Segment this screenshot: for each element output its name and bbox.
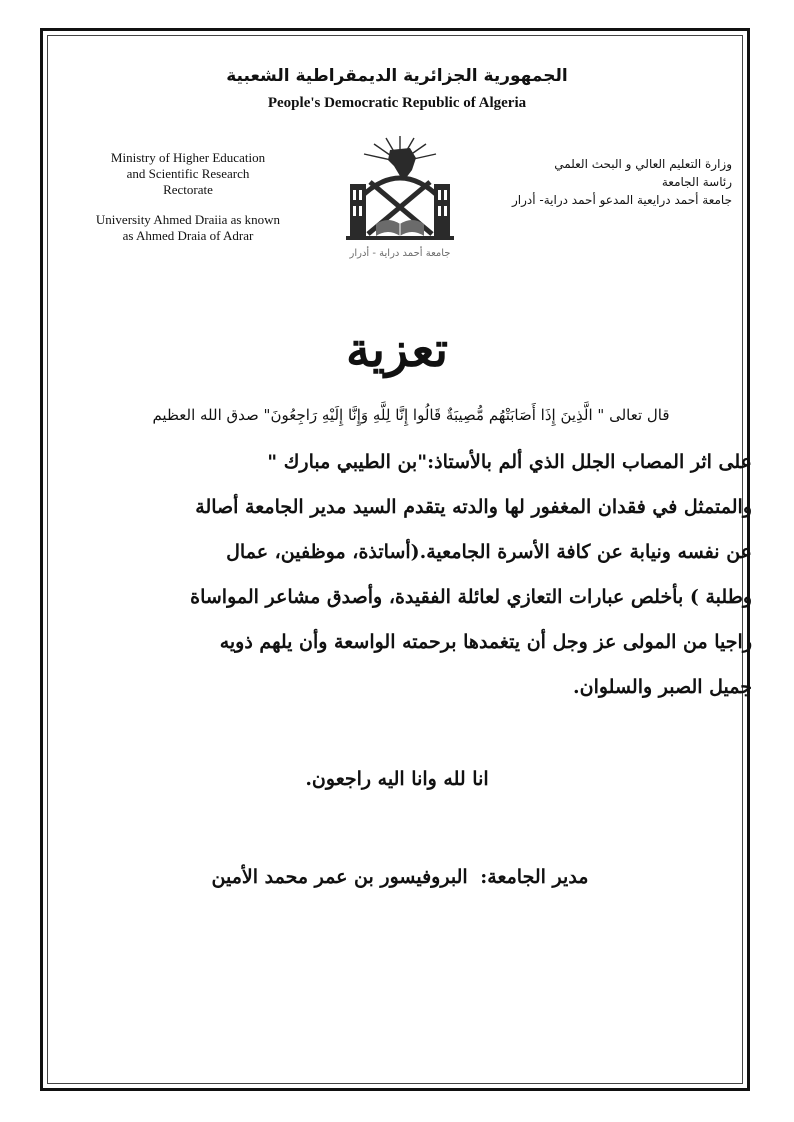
rectorate-label: Rectorate: [163, 182, 213, 197]
ministry-line-1: Ministry of Higher Education: [110, 150, 266, 165]
body-line-1: على اثر المصاب الجلل الذي ألم بالأستاذ:"بن الطيبي مبارك ": [267, 451, 752, 473]
header-english-country: People's Democratic Republic of Algeria: [267, 95, 527, 111]
signature-name: البروفيسور بن عمر محمد الأمين: [211, 866, 468, 888]
body-line-3: عن نفسه ونيابة عن كافة الأسرة الجامعية.(أساتذة، موظفين، عمال: [226, 541, 752, 563]
closing-phrase: انا لله وانا اليه راجعون.: [305, 768, 489, 790]
university-logo-icon: [338, 132, 462, 262]
quran-verse: قال تعالى " الَّذِينَ إِذَا أَصَابَتْهُم مُّصِيبَةٌ قَالُوا إِنَّا لِلَّهِ وَإِنَّا إِلَيْهِ رَاجِعُونَ" صدق الله العظيم: [152, 406, 670, 424]
body-line-2: والمتمثل في فقدان المغفور لها والدته يتقدم السيد مدير الجامعة أصالة: [195, 496, 752, 518]
condolence-body: [62, 440, 752, 710]
university-line-1: University Ahmed Draiia as known: [95, 212, 281, 227]
signature-label: مدير الجامعة:: [480, 866, 589, 888]
body-line-6: جميل الصبر والسلوان.: [573, 676, 752, 698]
logo-caption: جامعة أحمد دراية - أدرار: [349, 248, 451, 259]
body-line-5: راجيا من المولى عز وجل أن يتغمدها برحمته الواسعة وأن يلهم ذويه: [219, 631, 752, 653]
signature-line: [100, 866, 700, 888]
university-line-2: as Ahmed Draia of Adrar: [122, 228, 254, 243]
document-title: تعزية: [345, 322, 449, 378]
rectorate-arabic: رئاسة الجامعة: [661, 175, 732, 189]
header-arabic-country: الجمهورية الجزائرية الديمقراطية الشعبية: [226, 66, 568, 86]
university-arabic: جامعة أحمد درايعية المدعو أحمد دراية- أدرار: [511, 193, 732, 207]
ministry-line-2: and Scientific Research: [126, 166, 250, 181]
body-line-4: وطلبة ) بأخلص عبارات التعازي لعائلة الفقيدة، وأصدق مشاعر المواساة: [190, 586, 752, 608]
left-letterhead: [88, 150, 288, 244]
ministry-arabic: وزارة التعليم العالي و البحث العلمي: [554, 157, 732, 171]
right-letterhead: [500, 155, 732, 209]
